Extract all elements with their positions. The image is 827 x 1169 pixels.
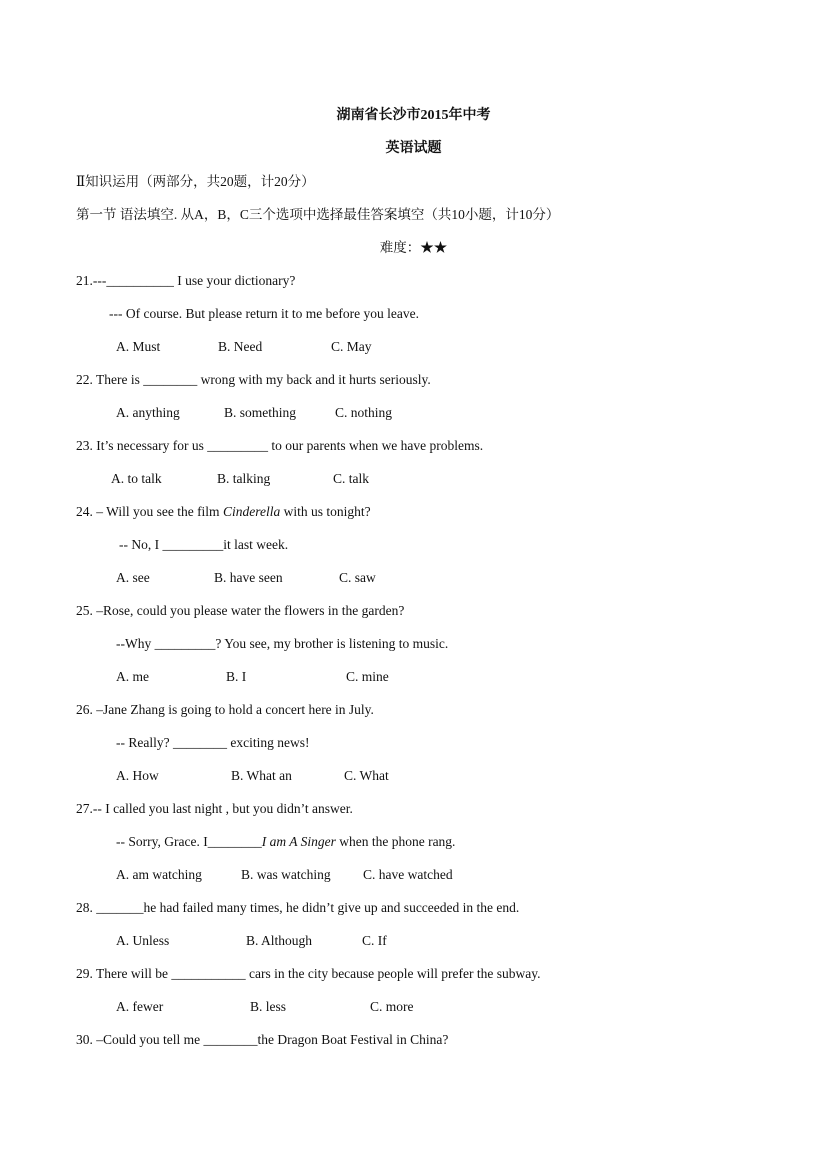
question-29-option-a: A. fewer	[116, 999, 164, 1014]
question-22-option-a: A. anything	[116, 405, 180, 420]
question-23-option-a: A. to talk	[111, 471, 162, 486]
question-27-stem: 27.-- I called you last night , but you didn’t answer.	[76, 801, 353, 816]
question-21-stem: 21.---__________ I use your dictionary?	[76, 273, 296, 288]
question-27-reply-end: when the phone rang.	[335, 834, 456, 849]
question-25-option-c: C. mine	[346, 669, 389, 684]
question-26-reply: -- Really? ________ exciting news!	[116, 735, 310, 750]
show-title: I am A Singer	[261, 834, 336, 849]
question-28-stem: 28. _______he had failed many times, he didn’t give up and succeeded in the end.	[76, 900, 520, 915]
question-29-option-c: C. more	[370, 999, 414, 1014]
question-24-stem	[76, 503, 371, 521]
question-26-option-a: A. How	[116, 768, 159, 783]
question-29-option-b: B. less	[250, 999, 287, 1014]
question-22-option-c: C. nothing	[335, 405, 393, 420]
question-27-option-a: A. am watching	[116, 867, 202, 882]
question-25-stem: 25. –Rose, could you please water the flowers in the garden?	[76, 603, 405, 618]
question-28-option-b: B. Although	[246, 933, 313, 948]
question-26-option-b: B. What an	[231, 768, 292, 783]
question-24-reply: -- No, I _________it last week.	[119, 537, 289, 552]
question-21-option-c: C. May	[331, 339, 372, 354]
question-21-reply: --- Of course. But please return it to me before you leave.	[109, 306, 420, 321]
question-24-option-b: B. have seen	[214, 570, 283, 585]
question-22-stem: 22. There is ________ wrong with my back and it hurts seriously.	[76, 372, 431, 387]
question-24-option-c: C. saw	[339, 570, 376, 585]
film-title: Cinderella	[222, 504, 281, 519]
section-part-heading: Ⅱ知识运用（两部分，共20题，计20分）	[76, 174, 315, 189]
question-27-option-c: C. have watched	[363, 867, 453, 882]
question-25-reply: --Why _________? You see, my brother is listening to music.	[116, 636, 449, 651]
question-21-option-a: A. Must	[116, 339, 161, 354]
exam-title: 湖南省长沙市2015年中考	[336, 108, 491, 123]
exam-subtitle: 英语试题	[385, 141, 442, 156]
question-22-option-b: B. something	[224, 405, 297, 420]
question-29-stem: 29. There will be ___________ cars in the city because people will prefer the subway.	[76, 966, 541, 981]
question-23-stem: 23. It’s necessary for us _________ to our parents when we have problems.	[76, 438, 484, 453]
question-30-stem: 30. –Could you tell me ________the Dragon Boat Festival in China?	[76, 1032, 449, 1047]
difficulty-rating: 难度：★★	[379, 240, 448, 255]
question-26-option-c: C. What	[344, 768, 389, 783]
question-28-option-a: A. Unless	[116, 933, 170, 948]
question-27-reply-start: -- Sorry, Grace. I________	[116, 834, 262, 849]
question-24-stem-end: with us tonight?	[280, 504, 371, 519]
question-23-option-c: C. talk	[333, 471, 369, 486]
section-instruction: 第一节 语法填空. 从A，B，C三个选项中选择最佳答案填空（共10小题，计10分）	[76, 207, 560, 222]
question-21-option-b: B. Need	[218, 339, 263, 354]
question-24-stem-start: 24. – Will you see the film	[76, 504, 223, 519]
question-25-option-a: A. me	[116, 669, 149, 684]
question-27-option-b: B. was watching	[241, 867, 331, 882]
question-23-option-b: B. talking	[217, 471, 271, 486]
question-28-option-c: C. If	[362, 933, 387, 948]
question-25-option-b: B. I	[226, 669, 247, 684]
question-26-stem: 26. –Jane Zhang is going to hold a concert here in July.	[76, 702, 374, 717]
question-27-reply	[116, 833, 455, 851]
question-24-option-a: A. see	[116, 570, 150, 585]
